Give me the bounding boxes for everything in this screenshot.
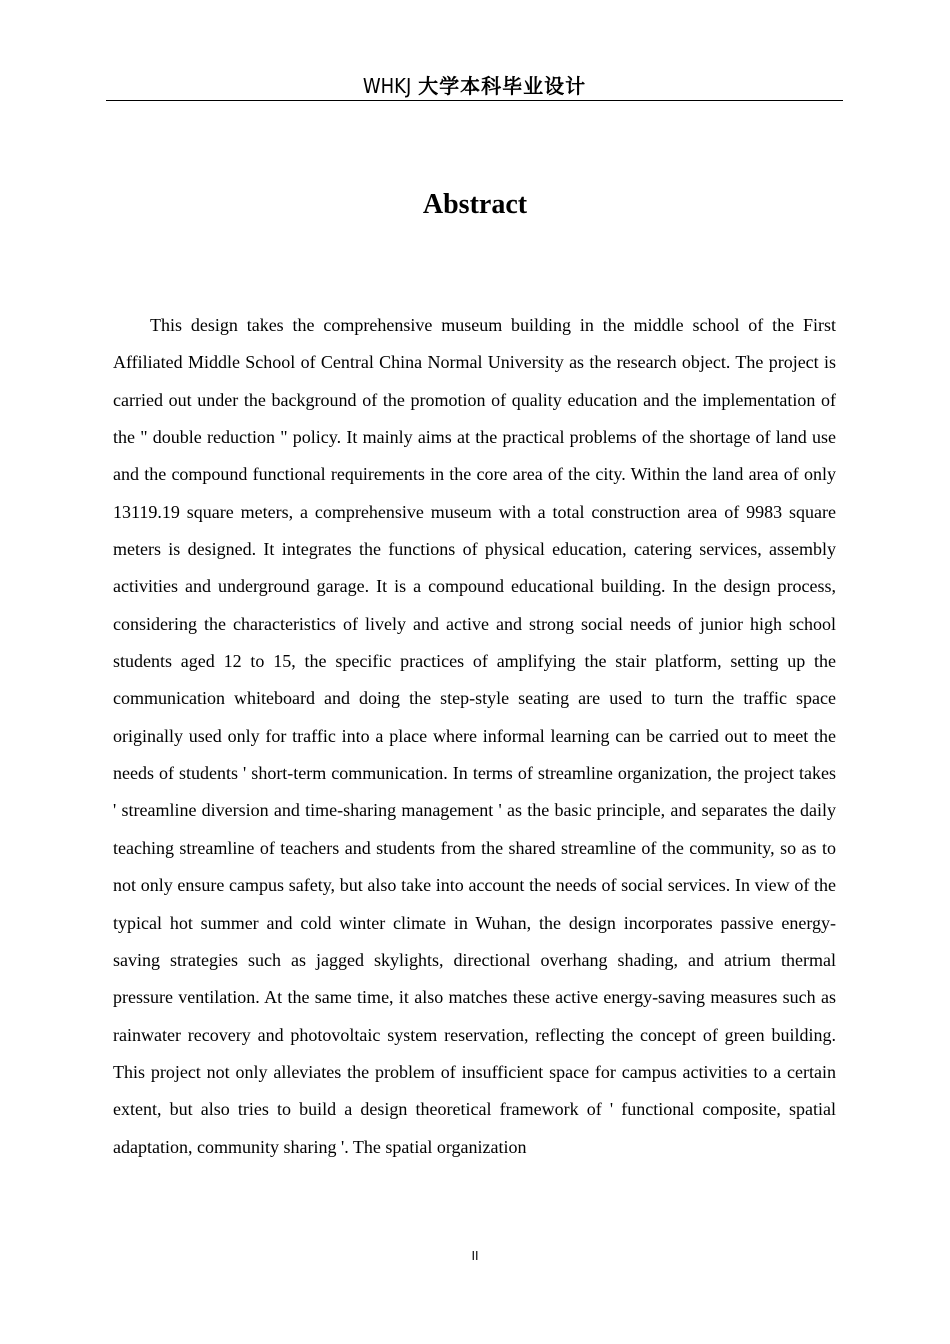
header-school-code: WHKJ — [362, 74, 412, 98]
abstract-title: Abstract — [422, 189, 528, 220]
abstract-body: This design takes the comprehensive museum building in the middle school of the First Affiliated Middle School of Central China Normal University as the research object. The project is carried out under the background of the promotion of quality education and the implementation of the " double reduction " policy. It mainly aims at the practical problems of the shortage of land use and the compound functional requirements in the core area of the city. Within the land area of only 13119.19 square meters, a comprehensive museum with a total construction area of 9983 square meters is designed. It integrates the functions of physical education, catering services, assembly activities and underground garage. It is a compound educational building. In the design process, considering the characteristics of lively and active and strong social needs of junior high school students aged 12 to 15, the specific practices of amplifying the stair platform, setting up the communication whiteboard and doing the step-style seating are used to turn the traffic space originally used only for traffic into a place where informal learning can be carried out to meet the needs of students ' short-term communication. In terms of streamline organization, the project takes ' streamline diversion and time-sharing management ' as the basic principle, and separates the daily teaching streamline of teachers and students from the shared streamline of the community, so as to not only ensure campus safety, but also take into account the needs of social services. In view of the typical hot summer and cold winter climate in Wuhan, the design incorporates passive energy-saving strategies such as jagged skylights, directional overhang shading, and atrium thermal pressure ventilation. At the same time, it also matches these active energy-saving measures such as rainwater recovery and photovoltaic system reservation, reflecting the concept of green building. This project not only alleviates the problem of insufficient space for campus activities to a certain extent, but also tries to build a design theoretical framework of ' functional composite, spatial adaptation, community sharing '. The spatial organization — [113, 315, 836, 1157]
page-header — [106, 72, 843, 101]
page-number: II — [471, 1249, 479, 1263]
header-title: 大学本科毕业设计 — [418, 74, 587, 98]
